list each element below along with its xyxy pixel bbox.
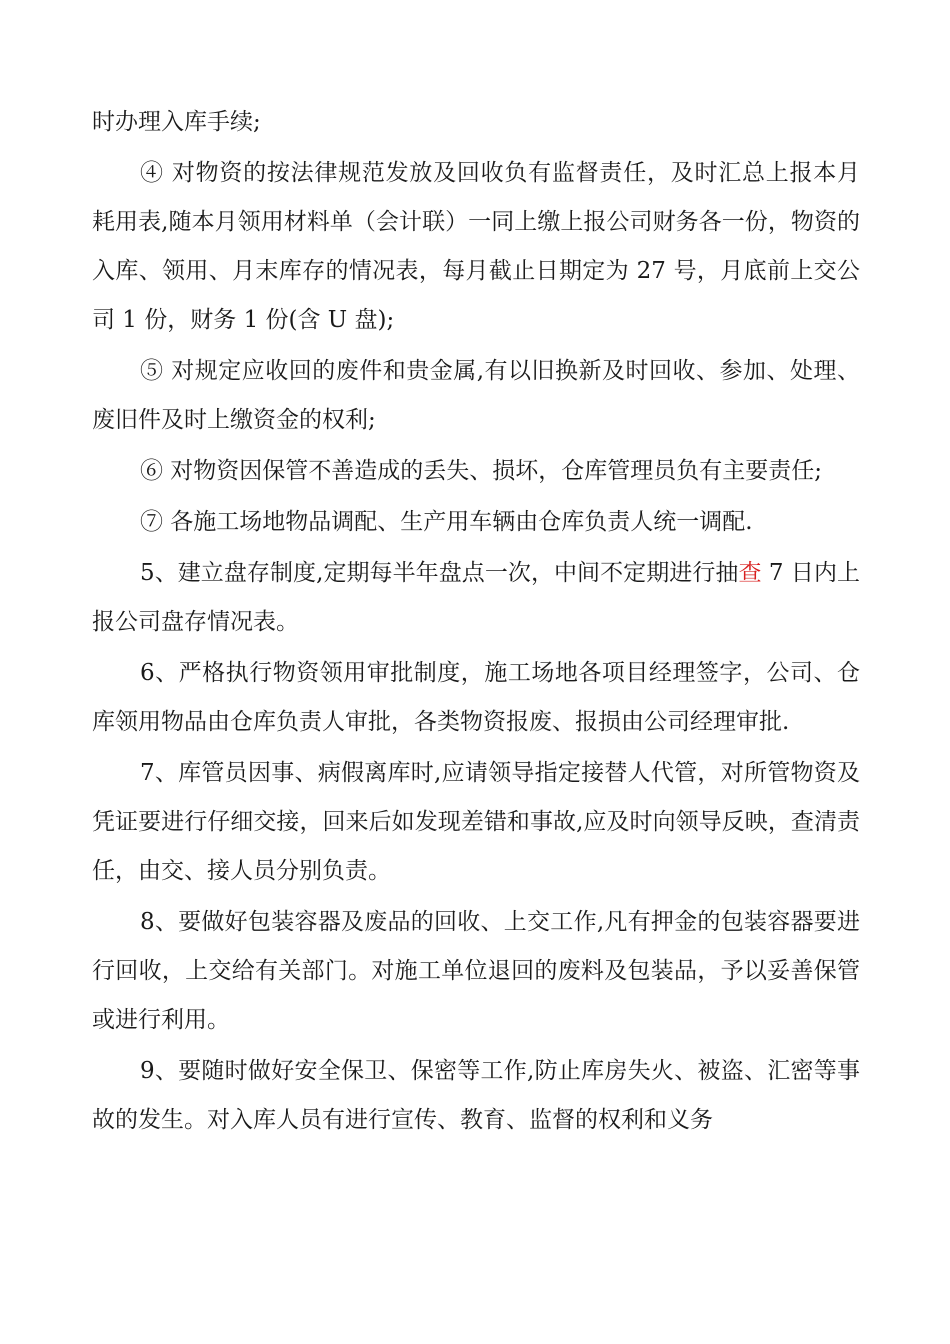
paragraph-section-7: 7、库管员因事、病假离库时,应请领导指定接替人代管，对所管物资及凭证要进行仔细交接，回来后如发现差错和事故,应及时向领导反映，查清责任，由交、接人员分别负责。 [92, 760, 860, 884]
highlighted-character: 查 [738, 560, 762, 586]
paragraph-continuation: 时办理入库手续; [92, 109, 261, 135]
paragraph-section-9: 9、要随时做好安全保卫、保密等工作,防止库房失火、被盗、汇密等事故的发生。对入库人员有进行宣传、教育、监督的权利和义务 [92, 1058, 860, 1133]
paragraph-item-7: ⑦ 各施工场地物品调配、生产用车辆由仓库负责人统一调配. [140, 509, 753, 535]
paragraph-section-6: 6、严格执行物资领用审批制度，施工场地各项目经理签字，公司、仓库领用物品由仓库负责人审批，各类物资报废、报损由公司经理审批. [92, 660, 860, 735]
document-page [92, 98, 860, 1147]
paragraph-section-5-text-after: 7 日内上报公司盘存情况表。 [92, 560, 860, 635]
paragraph-item-4: ④ 对物资的按法律规范发放及回收负有监督责任，及时汇总上报本月耗用表,随本月领用材料单（会计联）一同上缴上报公司财务各一份，物资的入库、领用、月末库存的情况表，每月截止日期定为 27 号，月底前上交公司 1 份，财务 1 份(含 U 盘); [92, 160, 860, 333]
paragraph-item-6: ⑥ 对物资因保管不善造成的丢失、损坏，仓库管理员负有主要责任; [140, 458, 823, 484]
paragraph-section-5-text-before: 5、建立盘存制度,定期每半年盘点一次，中间不定期进行抽 [140, 560, 739, 586]
paragraph-section-8: 8、要做好包装容器及废品的回收、上交工作,凡有押金的包装容器要进行回收，上交给有关部门。对施工单位退回的废料及包装品，予以妥善保管或进行利用。 [92, 909, 860, 1033]
paragraph-section-5 [92, 549, 860, 647]
paragraph-item-5: ⑤ 对规定应收回的废件和贵金属,有以旧换新及时回收、参加、处理、废旧件及时上缴资金的权利; [92, 358, 860, 433]
